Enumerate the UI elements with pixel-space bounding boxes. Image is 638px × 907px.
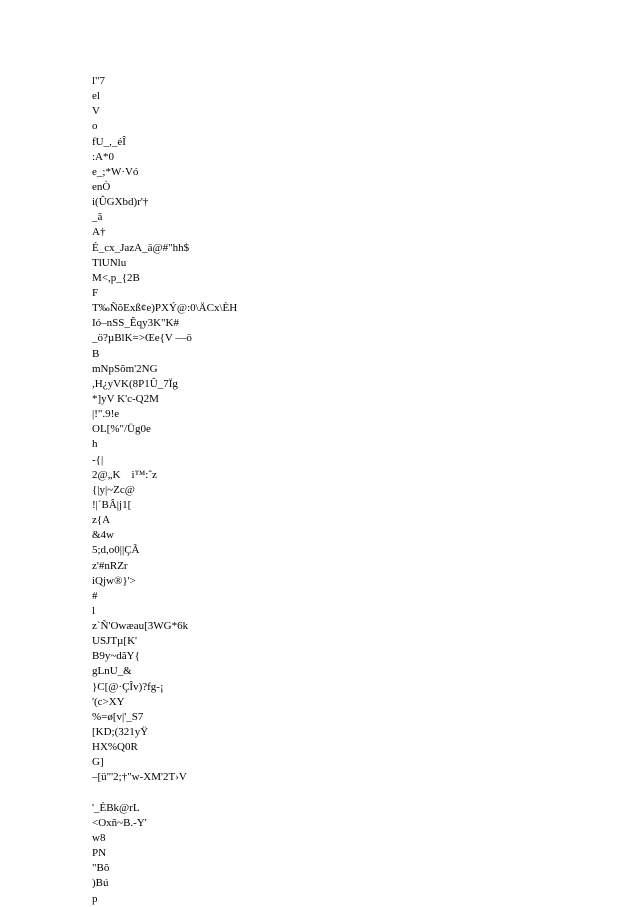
text-line: 2@„K i™:ˆz [92, 468, 157, 481]
text-line: _ö?µBlK=>Œe{V —ö [92, 332, 192, 345]
text-line: iQjw®}'> [92, 574, 136, 587]
text-line: o [92, 120, 98, 133]
text-line: &4w [92, 529, 114, 542]
text-line: PN [92, 847, 107, 860]
text-line: :A*0 [92, 150, 114, 163]
text-line: V [92, 105, 100, 118]
text-line: HX%Q0R [92, 741, 138, 754]
text-line: A† [92, 226, 106, 239]
blank-line [92, 786, 612, 801]
text-line: {|y|~Zc@ [92, 483, 135, 496]
text-line: TlUNlu [92, 256, 127, 269]
text-line: "Bõ [92, 862, 110, 875]
text-line: %=ø[v|'_S7 [92, 710, 144, 723]
text-line: F [92, 286, 99, 299]
text-line: !|´BÂ|j1[ [92, 498, 132, 511]
text-line: mNpSõm'2NG [92, 362, 158, 375]
text-line: '(c>XY [92, 695, 125, 708]
text-line: É_cx_JazA_ä@#"hh$ [92, 241, 190, 254]
text-line: )Bú [92, 877, 109, 890]
text-line: Ió–nSS_Êqy3K"K# [92, 317, 179, 330]
text-line: fU_,_éÎ [92, 135, 126, 148]
text-line: enÒ [92, 180, 111, 193]
text-line: # [92, 589, 98, 602]
text-line: <Oxñ~B.-Y' [92, 816, 147, 829]
text-line: B [92, 347, 100, 360]
text-line: -{| [92, 453, 104, 466]
text-line: 5;d,o0||ÇÃ [92, 544, 140, 557]
text-line: gLnU_& [92, 665, 132, 678]
text-line: l [92, 604, 96, 617]
text-line: _ã [92, 211, 103, 224]
text-line: B9y~dãY{ [92, 650, 140, 663]
text-line: M<,p_{2B [92, 271, 140, 284]
text-line: OL[%"/Üg0e [92, 423, 151, 436]
text-column [92, 74, 612, 907]
text-line: el [92, 90, 100, 103]
text-line: T‰ÑõExß¢e)PXÝ@:0\ÄCx\ÈH [92, 302, 238, 315]
text-line: '_ÉBk@rL [92, 801, 140, 814]
text-line: e_;*W·Vó [92, 165, 139, 178]
text-line: w8 [92, 832, 106, 845]
text-line: z'#nRZr [92, 559, 128, 572]
text-line: z`Ñ'Owæau[3WG*6k [92, 620, 189, 633]
text-line: }C[@·ÇÎv)?fg-¡ [92, 680, 164, 693]
text-line: p [92, 892, 98, 905]
text-line: h [92, 438, 98, 451]
text-line: z{A [92, 514, 111, 527]
text-line: l"7 [92, 75, 106, 87]
text-line: ,H¿yVK(8P1Û_7Ïg [92, 377, 178, 390]
text-line: USJTµ[K' [92, 635, 137, 648]
text-line: *]yV K'c-Q2M [92, 392, 159, 405]
text-line: i(ÛGXbd)r'† [92, 196, 149, 209]
text-line: [KD;(321yŸ [92, 726, 149, 739]
text-line: –[ü"'2;†"w-XM'2T›V [92, 771, 187, 784]
text-line: G] [92, 756, 104, 769]
text-line: |!".9!e [92, 408, 120, 421]
